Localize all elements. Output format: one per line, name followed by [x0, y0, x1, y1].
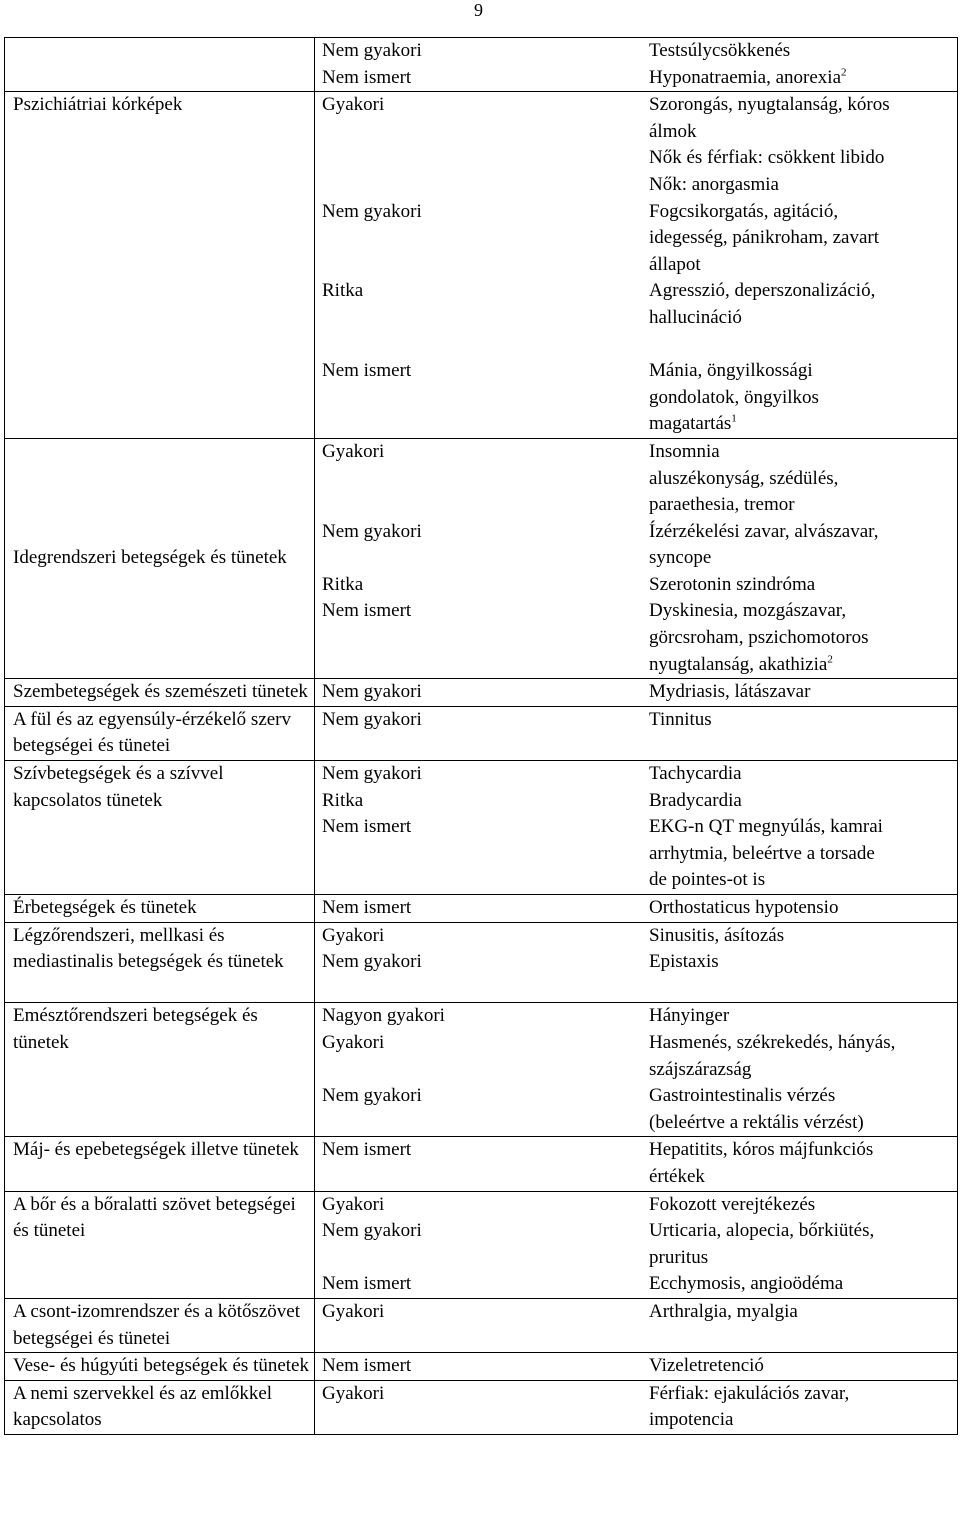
- symptom-text: Hasmenés, székrekedés, hányás, szájszárazság: [649, 1031, 896, 1080]
- frequency-symptom-group: [315, 679, 958, 707]
- frequency-cell: Nem ismert: [322, 600, 412, 622]
- table-row: [5, 1380, 958, 1434]
- symptom-cell: [633, 1137, 958, 1190]
- table-body: [5, 38, 958, 1435]
- frequency-symptom-group: [315, 706, 958, 760]
- table-row: [5, 1298, 958, 1352]
- frequency-symptom-grid: [315, 707, 957, 734]
- frequency-cell: Nem gyakori: [322, 520, 422, 542]
- frequency-cell: Gyakori: [322, 94, 385, 116]
- frequency-symptom-group: [315, 1298, 958, 1352]
- frequency-symptom-grid: [315, 92, 957, 438]
- symptom-text: Ecchymosis, angioödéma: [649, 1273, 844, 1295]
- symptom-text: Epistaxis: [649, 951, 719, 973]
- symptom-text: Vizeletretenció: [649, 1355, 764, 1377]
- table-row: [5, 1137, 958, 1191]
- symptom-text: Urticaria, alopecia, bőrkiütés, pruritus: [649, 1220, 875, 1268]
- organ-system-cell: Szembetegségek és szemészeti tünetek: [5, 679, 315, 707]
- organ-system-cell: [5, 38, 315, 92]
- footnote-marker: 2: [827, 653, 833, 666]
- frequency-symptom-group: [315, 895, 958, 923]
- frequency-symptom-grid: [315, 761, 957, 894]
- frequency-cell: Nem gyakori: [322, 951, 422, 973]
- page-number: 9: [474, 0, 483, 20]
- frequency-symptom-grid: [315, 1299, 957, 1326]
- symptom-text: Tinnitus: [649, 708, 712, 730]
- frequency-symptom-grid: [315, 1353, 957, 1380]
- organ-system-cell: Máj- és epebetegségek illetve tünetek: [5, 1137, 315, 1191]
- frequency-symptom-group: [315, 761, 958, 895]
- symptom-cell: [633, 1353, 958, 1380]
- symptom-text: Dyskinesia, mozgászavar, görcsroham, pszichomotoros nyugtalanság, akathizia: [649, 600, 869, 675]
- symptom-text: Sinusitis, ásítozás: [649, 924, 785, 946]
- frequency-cell: Ritka: [322, 789, 364, 811]
- frequency-symptom-grid: [315, 923, 957, 1003]
- frequency-symptom-group: [315, 38, 958, 92]
- table-row: [5, 92, 958, 439]
- frequency-cell: Nagyon gyakori: [322, 1005, 445, 1027]
- organ-system-cell: Vese- és húgyúti betegségek és tünetek: [5, 1353, 315, 1381]
- symptom-cell: [633, 92, 958, 198]
- symptom-cell: [633, 572, 958, 599]
- symptom-cell: [633, 814, 958, 894]
- organ-system-cell: Emésztőrendszeri betegségek és tünetek: [5, 1003, 315, 1137]
- frequency-cell: Gyakori: [322, 1382, 385, 1404]
- symptom-text: Férfiak: ejakulációs zavar, impotencia: [649, 1382, 850, 1431]
- symptom-cell: [633, 519, 958, 572]
- symptom-text: Orthostaticus hypotensio: [649, 897, 839, 918]
- organ-system-cell: A csont-izomrendszer és a kötőszövet betegségei és tünetei: [5, 1298, 315, 1352]
- organ-system-cell: Légzőrendszeri, mellkasi és mediastinalis betegségek és tünetek: [5, 922, 315, 1003]
- symptom-cell: [633, 278, 958, 331]
- frequency-symptom-group: [315, 1137, 958, 1191]
- frequency-symptom-group: [315, 438, 958, 678]
- symptom-cell: [633, 199, 958, 279]
- symptom-cell: [633, 65, 958, 92]
- organ-system-cell: Pszichiátriai kórképek: [5, 92, 315, 439]
- frequency-symptom-group: [315, 1003, 958, 1137]
- frequency-cell: Nem gyakori: [322, 1085, 422, 1107]
- symptom-text: Szerotonin szindróma: [649, 573, 816, 595]
- frequency-cell: Nem ismert: [322, 360, 412, 382]
- frequency-symptom-grid: [315, 1003, 957, 1136]
- table-row: [5, 38, 958, 92]
- symptom-cell: [633, 788, 958, 815]
- symptom-text: Tachycardia: [649, 763, 742, 785]
- frequency-cell: Nem ismert: [322, 897, 412, 918]
- frequency-cell: Gyakori: [322, 440, 385, 462]
- symptom-cell: [633, 1381, 958, 1434]
- symptom-cell: [633, 949, 958, 976]
- frequency-cell: Nem gyakori: [322, 40, 422, 61]
- symptom-text: Hányinger: [649, 1005, 730, 1027]
- symptom-cell: [633, 1030, 958, 1083]
- symptom-cell: [633, 358, 958, 438]
- symptom-text: Gastrointestinalis vérzés (beleértve a rektális vérzést): [649, 1085, 864, 1133]
- symptom-cell: [633, 598, 958, 678]
- frequency-cell: Gyakori: [322, 1193, 385, 1215]
- frequency-cell: Nem ismert: [322, 1139, 412, 1161]
- table-row: [5, 438, 958, 678]
- symptom-text: Bradycardia: [649, 789, 742, 811]
- frequency-symptom-grid: [315, 439, 957, 678]
- symptom-text: Insomnia aluszékonyság, szédülés, paraethesia, tremor: [649, 440, 839, 516]
- symptom-cell: [633, 707, 958, 734]
- symptom-cell: [633, 1271, 958, 1298]
- table-row: [5, 895, 958, 923]
- organ-system-cell: Idegrendszeri betegségek és tünetek: [5, 438, 315, 678]
- symptom-text: Agresszió, deperszonalizáció, hallucináció: [649, 280, 876, 328]
- symptom-text: Hyponatraemia, anorexia: [649, 66, 842, 88]
- frequency-cell: Ritka: [322, 573, 364, 595]
- table-row: [5, 1191, 958, 1298]
- symptom-text: Fokozott verejtékezés: [649, 1193, 816, 1215]
- symptom-cell: [633, 1003, 958, 1030]
- footnote-marker: 1: [731, 412, 737, 425]
- frequency-cell: Gyakori: [322, 1300, 385, 1322]
- symptom-cell: [633, 38, 958, 65]
- frequency-symptom-grid: [315, 38, 957, 91]
- frequency-cell: Nem ismert: [322, 1273, 412, 1295]
- frequency-symptom-grid: [315, 895, 957, 922]
- frequency-symptom-grid: [315, 1381, 957, 1434]
- table-row: [5, 679, 958, 707]
- adverse-reactions-table: [4, 37, 958, 1435]
- symptom-cell: [633, 439, 958, 519]
- symptom-cell: [633, 895, 958, 922]
- frequency-symptom-group: [315, 92, 958, 439]
- organ-system-cell: A fül és az egyensúly-érzékelő szerv betegségei és tünetei: [5, 706, 315, 760]
- symptom-cell: [633, 923, 958, 950]
- symptom-text: Hepatitits, kóros májfunkciós értékek: [649, 1139, 874, 1187]
- symptom-cell: [633, 679, 958, 706]
- symptom-cell: [633, 976, 958, 1003]
- frequency-cell: Nem ismert: [322, 816, 412, 838]
- frequency-cell: Nem ismert: [322, 1355, 412, 1377]
- table-row: [5, 922, 958, 1003]
- symptom-cell: [633, 1299, 958, 1326]
- frequency-cell: Nem gyakori: [322, 200, 422, 222]
- frequency-cell: [315, 332, 633, 359]
- symptom-cell: [633, 1192, 958, 1219]
- table-row: [5, 1003, 958, 1137]
- frequency-cell: Gyakori: [322, 1031, 385, 1053]
- symptom-cell: [633, 332, 958, 359]
- frequency-cell: Gyakori: [322, 924, 385, 946]
- footnote-marker: 2: [841, 66, 847, 79]
- frequency-cell: Nem gyakori: [322, 681, 422, 703]
- symptom-text: Mánia, öngyilkossági gondolatok, öngyilkos magatartás: [649, 360, 819, 435]
- frequency-symptom-grid: [315, 1137, 957, 1190]
- organ-system-cell: A bőr és a bőralatti szövet betegségei és tünetei: [5, 1191, 315, 1298]
- organ-system-cell: Érbetegségek és tünetek: [5, 895, 315, 923]
- frequency-cell: Ritka: [322, 280, 364, 302]
- frequency-symptom-group: [315, 1191, 958, 1298]
- frequency-symptom-group: [315, 922, 958, 1003]
- symptom-text: Arthralgia, myalgia: [649, 1300, 798, 1322]
- frequency-symptom-grid: [315, 1192, 957, 1298]
- symptom-cell: [633, 761, 958, 788]
- table-row: [5, 1353, 958, 1381]
- frequency-symptom-group: [315, 1380, 958, 1434]
- symptom-text: Ízérzékelési zavar, alvászavar, syncope: [649, 520, 879, 569]
- frequency-cell: Nem gyakori: [322, 708, 422, 730]
- symptom-text: Fogcsikorgatás, agitáció, idegesség, pánikroham, zavart állapot: [649, 200, 880, 275]
- frequency-symptom-group: [315, 1353, 958, 1381]
- table-row: [5, 761, 958, 895]
- frequency-cell: Nem gyakori: [322, 763, 422, 785]
- symptom-text: Mydriasis, látászavar: [649, 681, 811, 703]
- frequency-cell: Nem ismert: [322, 66, 412, 88]
- symptom-text: Szorongás, nyugtalanság, kóros álmok Nők és férfiak: csökkent libido Nők: anorgasmia: [649, 94, 890, 195]
- symptom-text: Testsúlycsökkenés: [649, 40, 791, 61]
- frequency-cell: Nem gyakori: [322, 1220, 422, 1242]
- symptom-cell: [633, 1083, 958, 1136]
- table-row: [5, 706, 958, 760]
- frequency-symptom-grid: [315, 679, 957, 706]
- organ-system-cell: A nemi szervekkel és az emlőkkel kapcsolatos: [5, 1380, 315, 1434]
- symptom-text: EKG-n QT megnyúlás, kamrai arrhytmia, beleértve a torsade de pointes-ot is: [649, 816, 883, 891]
- symptom-cell: [633, 1218, 958, 1271]
- organ-system-cell: Szívbetegségek és a szívvel kapcsolatos tünetek: [5, 761, 315, 895]
- frequency-cell: [315, 976, 633, 1003]
